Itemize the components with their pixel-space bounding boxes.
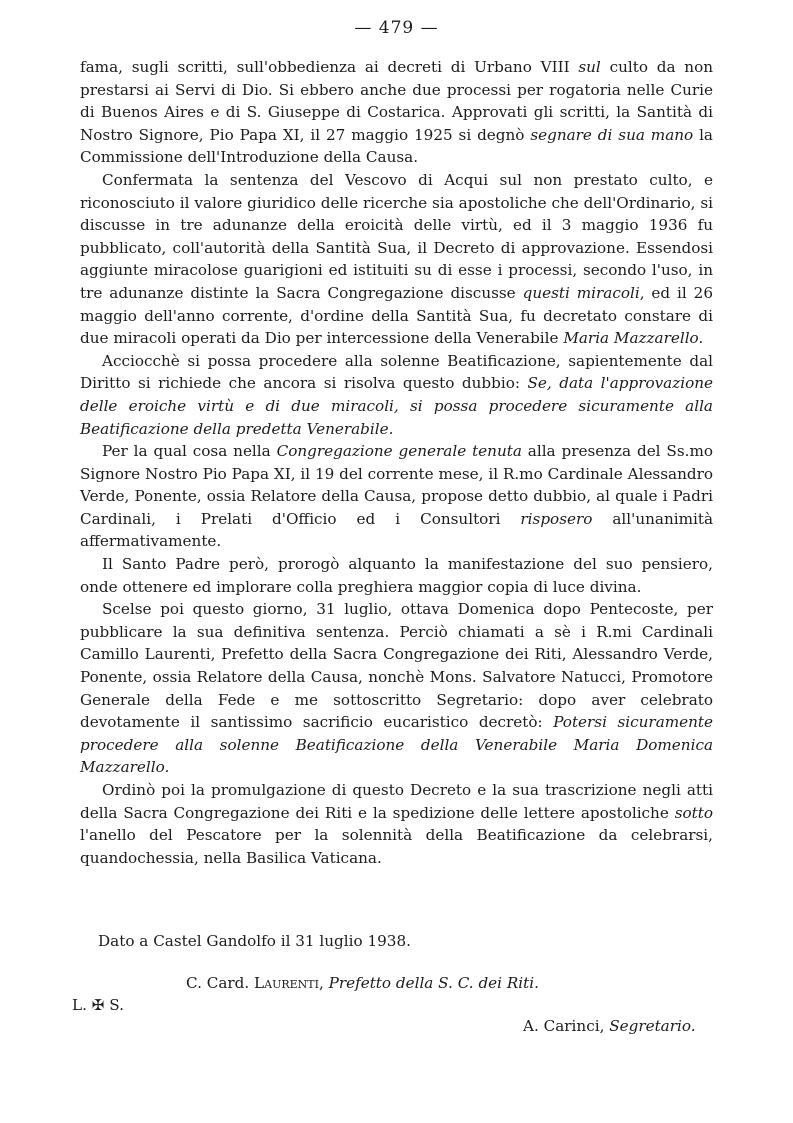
text-segment: Scelse poi questo giorno, 31 luglio, ottava Domenica dopo Pentecoste, per pubblicare la sua definitiva sentenza. Perciò chiamati a sè i R.mi Cardinali Camillo Laurenti, Prefetto della Sacra Congregazione dei Riti, Alessandro Verde, Ponente, ossia Relatore della Causa, nonchè Mons. Salvatore Natucci, Promotore Generale della Fede e me sottoscritto Segretario: dopo aver celebrato devotamente il santissimo sacrificio eucaristico decretò: — [80, 600, 713, 732]
paragraph-2 — [80, 169, 713, 350]
secretary-separator: , — [599, 1017, 610, 1035]
prefect-name: Laurenti — [254, 974, 319, 992]
paragraph-4 — [80, 440, 713, 553]
text-segment: Acciocchè si possa procedere alla solenne Beatificazione, sapientemente dal Diritto si richiede che ancora si risolva questo dubbio: — [80, 351, 713, 393]
text-segment: alla presenza del Ss.mo Signore Nostro Pio Papa XI, il 19 del corrente mese, il R.mo Cardinale Alessandro Verde, Ponente, ossia Relatore della Causa, propose detto dubbio, al quale i Padri Cardinali, i Prelati d'Officio ed i Consultori — [80, 442, 713, 528]
paragraph-5 — [80, 553, 713, 598]
italic-segment: sul — [578, 58, 601, 76]
prefect-prefix: C. Card. — [186, 974, 255, 992]
paragraph-3 — [80, 350, 713, 440]
italic-segment: Se, data l'approvazione delle eroiche virtù e di due miracoli, si possa procedere sicuramente alla Beatificazione della predetta Venerabile. — [80, 374, 713, 438]
text-segment: Il Santo Padre però, prorogò alquanto la manifestazione del suo pensiero, onde ottenere ed implorare colla preghiera maggior copia di luce divina. — [80, 555, 713, 596]
text-segment: Confermata la sentenza del Vescovo di Acqui sul non prestato culto, e riconosciuto il valore giuridico delle ricerche sia apostoliche che dell'Ordinario, si discusse in tre adunanze della eroicità delle virtù, ed il 3 maggio 1936 fu pubblicato, coll'autorità della Santità Sua, il Decreto di approvazione. Essendosi aggiunte miracolose guarigioni ed istituiti su di esse i processi, secondo l'uso, in tre adunanze distinte la Sacra Congregazione discusse — [80, 170, 713, 302]
secretary-name: A. Carinci — [523, 1017, 600, 1035]
prefect-signature — [186, 974, 539, 992]
page-number: — 479 — — [354, 18, 439, 38]
text-segment: , ed il 26 maggio dell'anno corrente, d'ordine della Santità Sua, fu decretato constare di due miracoli operati da Dio per intercessione della Venerabile — [80, 283, 713, 348]
text-segment: all'unanimità affermativamente. — [80, 509, 713, 551]
secretary-title: Segretario. — [609, 1017, 696, 1035]
text-segment: Ordinò poi la promulgazione di questo Decreto e la sua trascrizione negli atti della Sacra Congregazione dei Riti e la spedizione delle lettere apostoliche — [80, 781, 713, 822]
italic-segment: Maria Mazzarello. — [563, 329, 704, 348]
text-segment: culto da non prestarsi ai Servi di Dio. Si ebbero anche due processi per rogatoria nelle Curie di Buenos Aires e di S. Giuseppe di Costarica. Approvati gli scritti, la Santità di Nostro Signore, Pio Papa XI, il 27 maggio 1925 si degnò — [80, 58, 713, 144]
text-segment: fama, sugli scritti, sull'obbedienza ai decreti di Urbano VIII — [80, 58, 579, 76]
locus-sigilli: L. ✠ S. — [72, 996, 124, 1014]
dateline: Dato a Castel Gandolfo il 31 luglio 1938. — [98, 932, 411, 950]
document-body — [80, 56, 713, 869]
paragraph-7 — [80, 779, 713, 869]
paragraph-1 — [80, 56, 713, 169]
italic-segment: Potersi sicuramente procedere alla solenne Beatificazione della Venerabile Maria Domenica Mazzarello. — [80, 713, 714, 777]
italic-segment: questi miracoli — [522, 283, 640, 302]
prefect-title: Prefetto della S. C. dei Riti. — [328, 974, 539, 992]
text-segment: Per la qual cosa nella — [102, 442, 277, 461]
paragraph-6 — [80, 598, 713, 779]
text-segment: la Commissione dell'Introduzione della Causa. — [80, 125, 713, 167]
text-segment: l'anello del Pescatore per la solennità della Beatificazione da celebrarsi, quandochessia, nella Basilica Vaticana. — [80, 826, 713, 867]
secretary-signature — [523, 1017, 696, 1035]
italic-segment: Congregazione generale tenuta — [276, 442, 522, 461]
italic-segment: segnare di sua mano — [530, 125, 694, 144]
italic-segment: sotto — [674, 803, 713, 822]
italic-segment: risposero — [520, 509, 593, 528]
prefect-separator: , — [318, 974, 329, 992]
